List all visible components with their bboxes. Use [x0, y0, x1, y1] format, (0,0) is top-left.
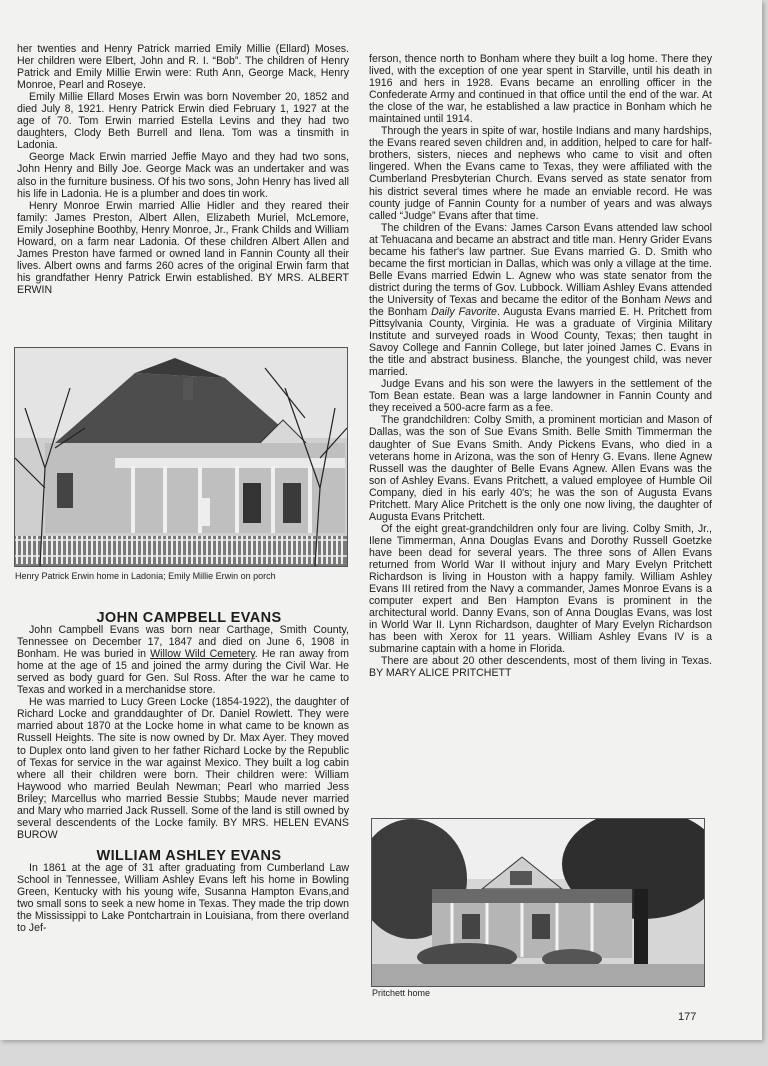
paragraph: The grandchildren: Colby Smith, a prominent mortician and Mason of Dallas, was the son of Sue Evans Smith. Belle Smith Timmerman the daughter of Sue Evans Smith. Andy Pickens Evans, who died in a veterans home in Arizona, was the son of Henry G. Evans. Ilene Agnew Russell was the daughter of Belle Evans Agnew. Allen Evans was the son of Ashley Evans. Evans Pritchett, a valued employee of Humble Oil Company, died in his early 40's; he was the son of Augusta Evans Pritchett. Mary Alice Pritchett is the only one now living, the daughter of Augusta Evans Pritchett. — [369, 414, 712, 523]
paragraph: George Mack Erwin married Jeffie Mayo and they had two sons, John Henry and Billy Joe. George Mack was an undertaker and was also in the furniture business. Of his two sons, John Henry has lived all his life in Ladonia. He is a plumber and does tin work. — [17, 151, 349, 200]
paragraph: Henry Monroe Erwin married Allie Hidler and they reared their family: James Preston, Albert Allen, Elizabeth Muriel, McLemore, Emily Josephine Boothby, Henry Monroe, Jr., Frank Childs and William Howard, on a farm near Ladonia. Of these children Albert Allen and James Preston have farmed or owned land in Fannin County all their lives. Albert owns and farms 260 acres of the original Erwin farm that his grandfather Henry Patrick Erwin established. BY MRS. ALBERT ERWIN — [17, 199, 349, 296]
section-title-john-campbell-evans: JOHN CAMPBELL EVANS — [96, 610, 282, 626]
paragraph: Of the eight great-grandchildren only four are living. Colby Smith, Jr., Ilene Timmerman, Anna Douglas Evans and Dorothy Russell Goetzke have been dead for several years. The three sons of Allen Evans returned from World War II without injury and Mary Evelyn Pritchett Richardson is living in Houston with a happy family. William Ashley Evans III retired from the Navy a commander, James Monroe Evans is a computer expert and Ben Hampton Evans is prominent in the architectural world. Danny Evans, son of Anna Douglas Evans, was lost in World War II. Lynn Richardson, daughter of Mary Evelyn Richardson has been with Xerox for 11 years. William Ashley Evans IV is a submarine captain with a home in Florida. — [369, 522, 712, 656]
paragraph: In 1861 at the age of 31 after graduating from Cumberland Law School in Tennessee, William Ashley Evans left his home in Bowling Green, Kentucky with his young wife, Susanna Hampton Evans,and two small sons to seek a new home in Texas. They made the trip down the Mississippi to Lake Pontchartrain in Louisiana, from there overland to Jef- — [17, 861, 349, 935]
paragraph: Emily Millie Ellard Moses Erwin was born November 20, 1852 and died July 8, 1921. Henry Patrick Erwin died February 1, 1927 at the age of 70. Tom Erwin married Estella Levins and they had two daughters, Clody Beth Burrell and Ilena. Tom was a tinsmith in Ladonia. — [17, 91, 349, 152]
paragraph-text: and the Bonham — [369, 293, 712, 318]
paragraph-text: John Campbell Evans was born near Carthage, Smith County, Tennessee on December 17, 1847 and died on June 6, 1908 in Bonham. He was buried in — [17, 624, 349, 661]
paragraph-text: The children of the Evans: James Carson Evans attended law school at Tehuacana and became an abstract and title man. Henry Grider Evans became his father's law partner. Sue Evans married G. D. Smith who became the first mortician in Dallas, which was only a village at the time. Belle Evans married Edwin L. Agnew who was state senator from the district during the terms of Gov. Lubbock. William Ashley Evans attended the University of Texas and became the editor of the Bonham — [369, 221, 712, 306]
paragraph — [17, 624, 349, 696]
pritchett-home-caption: Pritchett home — [372, 988, 431, 998]
cemetery-name: Willow Wild Cemetery — [150, 648, 255, 661]
paragraph: Judge Evans and his son were the lawyers in the settlement of the Tom Bean estate. Bean was a large landowner in Fannin County and they received a 500-acre farm as a fee. — [369, 378, 712, 415]
paragraph: Through the years in spite of war, hostile Indians and many hardships, the Evans reared seven children and, in addition, helped to care for half-brothers, sisters, nieces and nephews who came to visit and often lingered. When the Evans came to Texas, they were affiliated with the Cumberland Presbyterian Church. Evans served as state senator from his district several times where he made an enviable record. He was county judge of Fannin County for a number of years and was always called “Judge” Evans after that time. — [369, 125, 712, 222]
paragraph-text: . He ran away from home at the age of 15 and joined the army during the Civil War. He served as body guard for Gen. Sul Ross. After the war he came to Texas and worked in a merchanidse store. — [17, 648, 349, 697]
newspaper-name: News — [664, 293, 691, 306]
section-title-william-ashley-evans: WILLIAM ASHLEY EVANS — [96, 847, 282, 864]
left-column-top — [17, 43, 349, 296]
newspaper-name: Daily Favorite — [431, 305, 497, 318]
paragraph: her twenties and Henry Patrick married Emily Millie (Ellard) Moses. Her children were Elbert, John and R. I. “Bob”. The children of Henry Patrick and Emily Millie Erwin were: Ruth Ann, George Mack, Henry Monroe, Pearl and Roseye. — [17, 43, 349, 92]
pritchett-home-image — [372, 819, 704, 986]
erwin-home-caption: Henry Patrick Erwin home in Ladonia; Emily Millie Erwin on porch — [15, 571, 276, 581]
right-column — [369, 53, 712, 679]
page-number: 177 — [678, 1011, 697, 1023]
paragraph: There are about 20 other descendents, most of them living in Texas. BY MARY ALICE PRITCHETT — [369, 655, 712, 680]
paragraph: ferson, thence north to Bonham where they built a log home. There they lived, with the exception of one year spent in Starville, until his death in 1916 and hers in 1928. Evans became an enrolling officer in the Confederate Army and continued in that office until the end of the war. At the close of the war, he established a law practice in Bonham which he maintained until 1914. — [369, 53, 712, 126]
paragraph: He was married to Lucy Green Locke (1854-1922), the daughter of Richard Locke and granddaughter of Dr. Daniel Rowlett. They were married about 1870 at the Locke home in what came to be known as Russell Heights. The site is now owned by Dr. Max Ayer. They moved to Duplex onto land given to her father Richard Locke by the Republic of Texas for service in the war against Mexico. They built a log cabin where all their children were born. Their children were: William Haywood who married Beulah Newman; Pearl who married Jess Briley; Marcellus who married Bessie Stubbs; Maude never married and Mary who married Jack Russell. Some of the land is still owned by several descendents of the Locke family. BY MRS. HELEN EVANS BUROW — [17, 696, 349, 841]
paragraph-text: . Augusta Evans married E. H. Pritchett from Pittsylvania County, Virginia. He was a graduate of Virginia Military Institute and surveyed roads in Wood County, Texas; then taught in Savoy College and Fannin College, but later joined James C. Evans in the title and abstract business. Blanche, the youngest child, was never married. — [369, 305, 712, 379]
paragraph — [369, 222, 712, 379]
erwin-home-image — [15, 348, 347, 566]
pritchett-home-photo — [371, 818, 705, 987]
erwin-home-photo — [14, 347, 348, 567]
left-column-bottom — [17, 612, 349, 934]
